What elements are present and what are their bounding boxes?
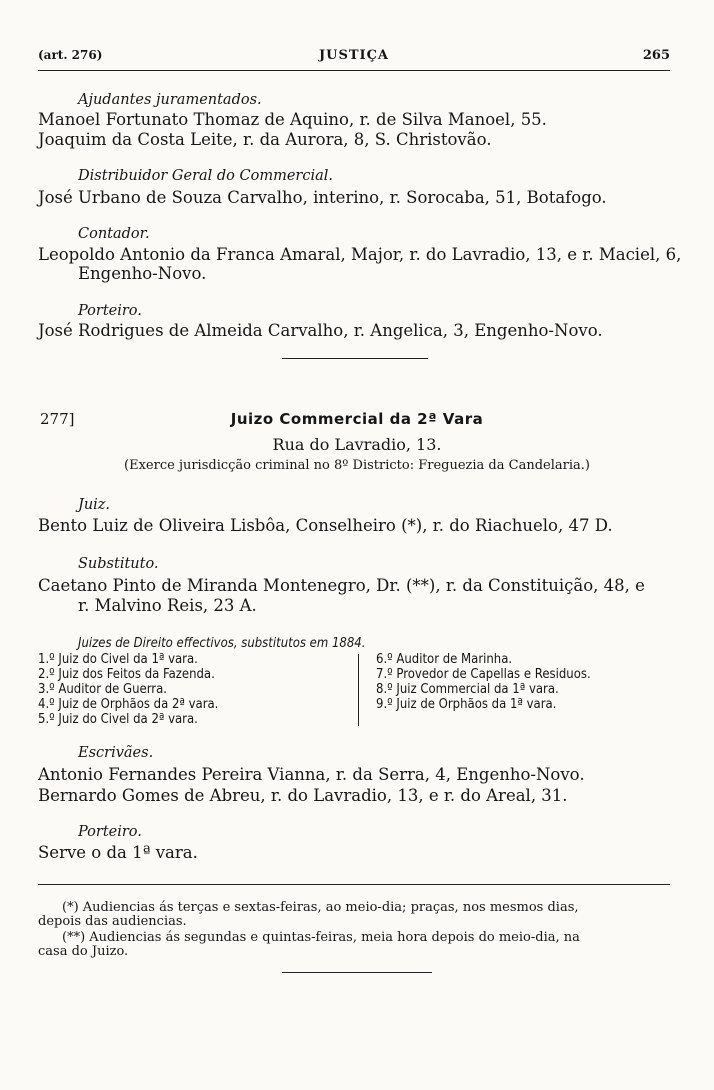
page-header [38,48,670,70]
contador-line-1: Leopoldo Antonio da Franca Amaral, Major, r. do Lavradio, 13, e r. Maciel, 6, [38,245,682,264]
porteiro2-line: Serve o da 1ª vara. [38,843,198,862]
distribuidor-line: José Urbano de Souza Carvalho, interino, r. Sorocaba, 51, Botafogo. [38,188,607,207]
substitutos-left-2: 2.º Juiz dos Feitos da Fazenda. [38,667,215,682]
header-rule [38,70,670,71]
substitutos-left-1: 1.º Juiz do Civel da 1ª vara. [38,652,198,667]
substitutos-right-3: 8.º Juiz Commercial da 1ª vara. [376,682,559,697]
footnote-rule [38,884,670,885]
footnote-1-line-2: depois das audiencias. [38,914,187,929]
porteiro-line: José Rodrigues de Almeida Carvalho, r. Angelica, 3, Engenho-Novo. [38,321,603,340]
escrivao-line-1: Antonio Fernandes Pereira Vianna, r. da Serra, 4, Engenho-Novo. [38,765,585,784]
contador-label: Contador. [78,226,150,242]
end-separator [282,972,432,973]
juiz-line: Bento Luiz de Oliveira Lisbôa, Conselheiro (*), r. do Riachuelo, 47 D. [38,516,613,535]
substitutos-right-1: 6.º Auditor de Marinha. [376,652,513,667]
substituto-line-2: r. Malvino Reis, 23 A. [78,596,257,615]
substitutos-left-4: 4.º Juiz de Orphãos da 2ª vara. [38,697,219,712]
section-address: Rua do Lavradio, 13. [272,435,442,454]
ajudantes-label: Ajudantes juramentados. [78,92,262,108]
section-note: (Exerce jurisdicção criminal no 8º Districto: Freguezia da Candelaria.) [124,458,590,473]
ajudante-line-2: Joaquim da Costa Leite, r. da Aurora, 8, S. Christovão. [38,130,492,149]
section-separator [282,358,428,359]
juiz-label: Juiz. [78,497,111,513]
escrivaes-label: Escrivães. [78,745,154,761]
substitutos-left-5: 5.º Juiz do Civel da 2ª vara. [38,712,198,727]
header-article-ref: (art. 276) [38,48,103,62]
substitutos-left-3: 3.º Auditor de Guerra. [38,682,167,697]
section-title: Juizo Commercial da 2ª Vara [230,410,484,428]
substitutos-right-2: 7.º Provedor de Capellas e Residuos. [376,667,591,682]
substituto-line-1: Caetano Pinto de Miranda Montenegro, Dr. (**), r. da Constituição, 48, e [38,576,645,595]
substitutos-right-4: 9.º Juiz de Orphãos da 1ª vara. [376,697,557,712]
footnote-1-line-1: (*) Audiencias ás terças e sextas-feiras, ao meio-dia; praças, nos mesmos dias, [62,900,579,915]
column-divider [358,654,359,726]
footnote-2-line-1: (**) Audiencias ás segundas e quintas-feiras, meia hora depois do meio-dia, na [62,930,580,945]
escrivao-line-2: Bernardo Gomes de Abreu, r. do Lavradio, 13, e r. do Areal, 31. [38,786,568,805]
section-number: 277] [40,410,75,428]
substitutos-heading: Juizes de Direito effectivos, substitutos em 1884. [78,636,366,651]
distribuidor-label: Distribuidor Geral do Commercial. [78,168,334,184]
contador-line-2: Engenho-Novo. [78,264,207,283]
porteiro2-label: Porteiro. [78,824,142,840]
footnote-2-line-2: casa do Juizo. [38,944,129,959]
substituto-label: Substituto. [78,556,159,572]
ajudante-line-1: Manoel Fortunato Thomaz de Aquino, r. de Silva Manoel, 55. [38,110,547,129]
page-number: 265 [642,48,670,63]
porteiro-label: Porteiro. [78,303,142,319]
header-title: JUSTIÇA [318,48,390,63]
